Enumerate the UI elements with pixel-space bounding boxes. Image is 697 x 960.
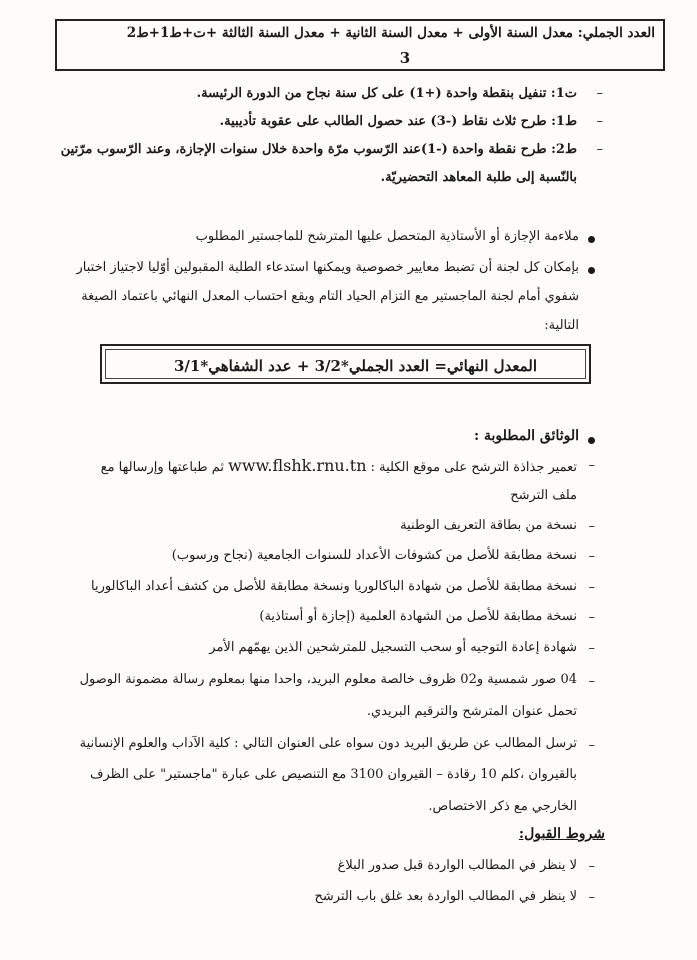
documents-item-baccalaureate: نسخة مطابقة للأصل من شهادة الباكالوريا ونسخة مطابقة للأصل من كشف أعداد الباكالوريا [90,579,577,594]
dash-marker: – [588,610,595,625]
criteria-oral-exam-line1: بإمكان كل لجنة أن تضبط معايير خصوصية ويمكنها استدعاء الطلبة المقبولين أوّليا لاجتياز اختبار [76,260,579,275]
bullet-dot [588,236,595,243]
dash-marker: – [596,86,603,101]
admission-rule-before: لا ينظر في المطالب الواردة قبل صدور البلاغ [337,858,577,873]
note-penalty-fail: ط2: طرح نقطة واحدة (-1)عند الرّسوب مرّة واحدة خلال سنوات الإجازة، وعند الرّسوب مرّتين [60,142,577,157]
documents-item-form-cont: ملف الترشح [510,488,577,503]
documents-item-photos-envelopes: 04 صور شمسية و02 ظروف خالصة معلوم البريد، واحدا منها بمعلوم رسالة مضمونة الوصول [79,672,577,687]
criteria-suitability: ملاءمة الإجازة أو الأستاذية المتحصل عليها المترشح للماجستير المطلوب [195,229,579,244]
dash-marker: – [596,114,603,129]
dash-marker: – [596,142,603,157]
note-penalty-discipline: ط1: طرح ثلاث نقاط (-3) عند حصول الطالب على عقوبة تأديبية. [219,114,577,129]
dash-marker: – [588,641,595,656]
admission-rule-after: لا ينظر في المطالب الواردة بعد غلق باب الترشح [314,889,577,904]
note-bonus: ت1: تنفيل بنقطة واحدة (+1) على كل سنة نجاح من الدورة الرئيسة. [196,86,577,101]
documents-item-form [101,456,577,475]
formula-denominator [57,49,663,67]
documents-item-id-card: نسخة من بطاقة التعريف الوطنية [400,518,577,533]
dash-marker: – [588,458,595,473]
dash-marker: – [588,674,595,689]
total-score-formula-box [55,19,665,71]
dash-marker: – [588,738,595,753]
form-instruction-prefix: تعمير جذاذة الترشح على موقع الكلية : [370,460,577,475]
criteria-oral-exam-line2: شفوي أمام لجنة الماجستير مع التزام الحياد التام ويقع احتساب المعدل النهائي باعتماد الصيغة [81,289,579,304]
bullet-dot [588,267,595,274]
documents-item-photos-envelopes-cont: تحمل عنوان المترشح والترقيم البريدي. [366,704,577,719]
documents-item-degree: نسخة مطابقة للأصل من الشهادة العلمية (إجازة أو أستاذية) [259,609,577,624]
dash-marker: – [588,580,595,595]
formula-denominator-value: 3 [399,49,411,67]
documents-mail-address-line3: الخارجي مع ذكر الاختصاص. [428,799,577,814]
documents-item-reorientation: شهادة إعادة التوجيه أو سحب التسجيل للمترشحين الذين يهمّهم الأمر [209,640,577,655]
bullet-dot [588,437,595,444]
documents-mail-address-line1: ترسل المطالب عن طريق البريد دون سواه على العنوان التالي : كلية الآداب والعلوم الإنسانية [79,736,577,751]
criteria-oral-exam-line3: التالية: [544,318,579,333]
documents-heading: الوثائق المطلوبة : [473,428,579,444]
dash-marker: – [588,859,595,874]
admission-heading: شروط القبول: [518,826,605,842]
dash-marker: – [588,890,595,905]
dash-marker: – [588,549,595,564]
note-penalty-fail-cont: بالنّسبة إلى طلبة المعاهد التحضيريّة. [380,170,577,185]
dash-marker: – [588,519,595,534]
final-average-formula: المعدل النهائي= العدد الجملي*3/2 + عدد الشفاهي*3/1 [105,349,586,379]
total-score-formula: العدد الجملي: معدل السنة الأولى + معدل السنة الثانية + معدل السنة الثالثة +ت+ط1+ط2 [126,25,655,41]
faculty-website-link[interactable]: www.flshk.rnu.tn [228,456,367,475]
form-instruction-suffix: ثم طباعتها وإرسالها مع [100,460,225,475]
documents-mail-address-line2: بالقيروان ،كلم 10 رقادة – القيروان 3100 مع التنصيص على عبارة "ماجستير" على الظرف [90,767,577,782]
documents-item-transcripts: نسخة مطابقة للأصل من كشوفات الأعداد للسنوات الجامعية (نجاح ورسوب) [171,548,577,563]
final-average-formula-box [100,344,591,384]
